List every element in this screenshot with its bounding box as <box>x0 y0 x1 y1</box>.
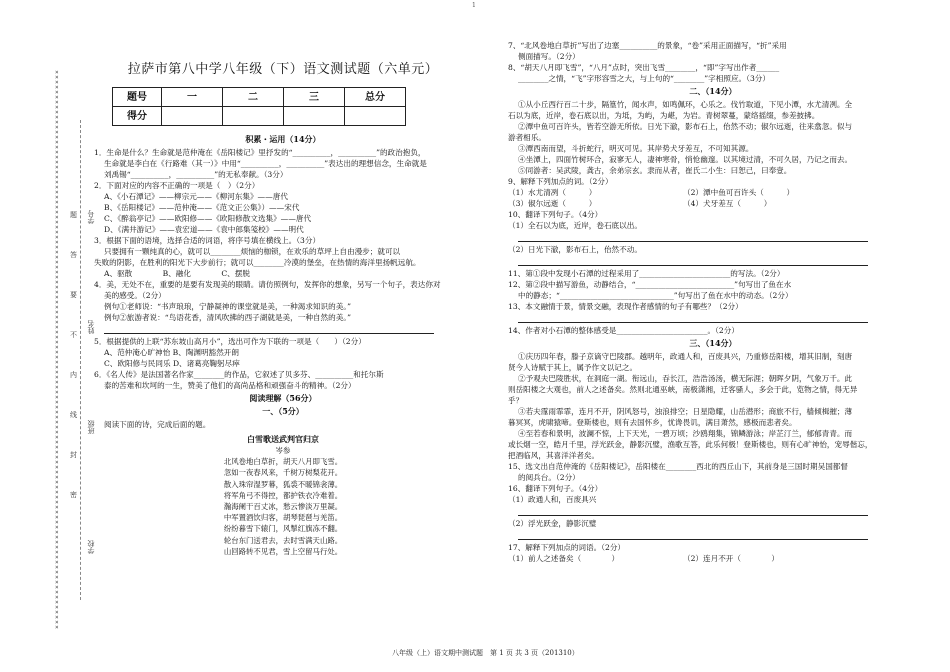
seal-char: 要 <box>70 291 77 299</box>
question-text: 美的感受。（2分） <box>104 291 166 300</box>
passage-text: ④坐潭上，四面竹树环合，寂寥无人，凄神寒骨，悄怆幽邃。以其境过清，不可久居，乃记之而去。 <box>518 155 853 164</box>
score-input-cell[interactable] <box>345 107 406 126</box>
sentence-text: （2）日光下澈，影布石上，佁然不动。 <box>508 245 642 254</box>
subsection-heading: 二、（14分） <box>689 86 737 96</box>
score-header-cell: 一 <box>162 88 223 107</box>
poem-author: 岑参 <box>275 446 291 455</box>
score-header-cell: 三 <box>284 88 345 107</box>
option-text: （3）俶尔远逝（ ） <box>508 199 597 208</box>
right-column <box>508 40 918 564</box>
margin-label-school: 学校 <box>87 540 95 554</box>
question-text: 15、选文出自范仲淹的《岳阳楼记》，岳阳楼在________西北的西丘山下，其前身是三国时期吴国都督 <box>508 462 848 471</box>
section-heading: 阅读理解（56分） <box>249 393 317 403</box>
score-header-cell: 题号 <box>113 88 162 107</box>
answer-line[interactable] <box>104 323 434 334</box>
question-text: 泰的苦难和坎坷的一生，赞美了他们的高尚品格和顽强奋斗的精神。（2分） <box>104 381 356 390</box>
question-text: ________之情，“飞”字形容雪之大，与上句的“________”字相照应。（3分） <box>518 74 770 83</box>
poem-line: 瀚海阑干百丈冰，愁云惨淡万里凝。 <box>223 502 343 512</box>
poem-line: 忽如一夜春风来，千树万树梨花开。 <box>223 468 343 478</box>
option-text: A、驱散 B、融化 C、摆脱 <box>104 269 250 278</box>
poem-line: 中军置酒饮归客，胡琴琵琶与羌笛。 <box>223 513 343 523</box>
question-text: 6．《名人传》是法国著名作家________的作品，它叙述了贝多芬、__________和托尔斯 <box>94 370 384 379</box>
question-text: 2．下面对应的内容不正确的一项是（ ）（2分） <box>94 181 260 190</box>
question-text: 刘禹锡“__________，__________”的无私奉献。（3分） <box>104 170 288 179</box>
example-text: 例句②旅游者说：“鸟语花香，清风吹拂的西子湖就是美，一种自然的美。” <box>104 313 351 322</box>
option-text: （2）连月不开（ ） <box>683 554 779 563</box>
question-text: 3．根据下面的语境，选择合适的词语，将序号填在横线上。（3分） <box>94 236 321 245</box>
passage-text: 失败的阴影，在胜利的阳光下大步前行；就可以________冷漠的堡垒，在热情的海洋里扬帆远航。 <box>94 258 421 267</box>
example-text: 例句①老师说：“书声琅琅，宁静凝神的课堂就是美，一种渴求知识的美。” <box>104 302 351 311</box>
answer-line[interactable] <box>518 231 868 242</box>
left-column <box>94 50 472 557</box>
passage-text: ②潭中鱼可百许头，皆若空游无所依。日光下澈，影布石上，佁然不动；俶尔远逝，往来翕忽。似与 <box>518 122 853 131</box>
passage-text: 则岳阳楼之大观也，前人之述备矣。然则北通巫峡，南极潇湘，迁客骚人，多会于此，览物之情，得无异 <box>508 385 858 394</box>
seal-char: 线 <box>70 411 77 419</box>
passage-text: 石以为底，近岸，卷石底以出，为坻，为屿，为嵁，为岩。青树翠蔓，蒙络摇缀，参差披拂。 <box>508 111 820 120</box>
passage-text: ①从小丘西行百二十步，隔篁竹，闻水声，如鸣佩环，心乐之。伐竹取道，下见小潭，水尤清冽。全 <box>518 100 853 109</box>
score-input-cell[interactable] <box>223 107 284 126</box>
subsection-heading: 三、（14分） <box>689 338 737 348</box>
reading-intro: 阅读下面的诗，完成后面的题。 <box>104 420 211 429</box>
seal-char: 不 <box>70 331 77 339</box>
seal-char: 题 <box>70 211 77 219</box>
question-text: 13、本文融情于景，情景交融，表现作者感情的句子有哪些？（2分） <box>508 302 743 311</box>
passage-text: 暮冥冥，虎啸猿啼。登斯楼也，则有去国怀乡，忧谗畏讥，满目萧然，感极而悲者矣。 <box>508 418 797 427</box>
poem-line: 纷纷暮雪下辕门，风掣红旗冻不翻。 <box>223 524 343 534</box>
passage-text: 只要拥有一颗纯真的心，就可以________烦恼的枷锁，在欢乐的草坪上自由漫步；就可以 <box>104 247 401 256</box>
poem-line: 将军角弓不得控，都护铁衣冷难着。 <box>223 490 343 500</box>
question-text: 1．生命是什么？生命就是范仲淹在《岳阳楼记》里抒发的“__________，__________”的政治抱负， <box>94 148 426 157</box>
passage-text: ⑤同游者：吴武陵，龚古，余弟宗玄。隶而从者，崔氏二小生：曰恕己，曰奉壹。 <box>518 166 792 175</box>
poem-title: 白雪歌送武判官归京 <box>247 434 319 444</box>
option-text: C、欧阳修与民同乐 D、诸葛亮鞠躬尽瘁 <box>104 359 240 368</box>
score-label-cell: 得分 <box>113 107 162 126</box>
poem-line: 散入珠帘湿罗幕，狐裘不暖锦衾薄。 <box>223 479 343 489</box>
poem-line: 北风卷地白草折，胡天八月即飞雪。 <box>223 457 343 467</box>
sentence-text: （2）浮光跃金，静影沉璧 <box>508 519 597 528</box>
question-text: 生命就是李白在《行路难（其一）》中用“__________，__________”表达出的理想信念，生命就是 <box>104 159 427 168</box>
question-text: 中的静态；“______________________________”句写出了鱼在水中的动态。（2分） <box>518 291 793 300</box>
question-text: 8、“胡天八月即飞雪”，“八月”点时，突出飞雪________，“即”字写出作者______ <box>508 63 780 72</box>
passage-text: ③潭西南而望，斗折蛇行，明灭可见。其岸势犬牙差互，不可知其源。 <box>518 144 754 153</box>
question-text: 7、“北风卷地白草折”写出了边塞__________的景象，“卷”采用正面描写，“折”采用 <box>508 41 787 50</box>
passage-text: ④至若春和景明，波澜不惊，上下天光，一碧万顷；沙鸥翔集，锦鳞游泳；岸芷汀兰，郁郁青青。而 <box>518 429 853 438</box>
question-text: 5．根据提供的上联“苏东坡山高月小”，选出可作为下联的一项是（ ）（2分） <box>94 337 366 346</box>
question-text: 4．美，无处不在，重要的是要有发现美的眼睛。请仿照例句，发挥你的想象，另写一个句子，表达你对 <box>94 280 441 289</box>
score-input-cell[interactable] <box>162 107 223 126</box>
question-text: 12、第②段中描写游鱼，动静结合，“__________________________”句写出了鱼在水 <box>508 280 792 289</box>
seal-char: 封 <box>70 451 77 459</box>
poem-line: 轮台东门送君去，去时雪满天山路。 <box>223 535 343 545</box>
question-text: 10、翻译下列句子。（4分） <box>508 210 603 219</box>
section-heading: 积累・运用（14分） <box>245 134 321 144</box>
answer-line[interactable] <box>518 312 868 323</box>
option-row <box>508 553 918 564</box>
passage-text: 游者相乐。 <box>508 133 546 142</box>
option-text: （1）水尤清冽（ ） <box>508 188 597 197</box>
answer-line[interactable] <box>518 505 868 516</box>
passage-text: ③若夫霪雨霏霏，连月不开，阴风怒号，浊浪排空；日星隐耀，山岳潜形；商旅不行，樯倾楫摧；薄 <box>518 407 853 416</box>
sentence-text: （1）政通人和，百废具兴 <box>508 495 597 504</box>
sentence-text: （1）全石以为底，近岸，卷石底以出。 <box>508 221 642 230</box>
seal-x-line: ×××××××××××××××××××××××××××××××××××××××××××××××××××××××××××××××××××××××××××××××××××××××××××××××××××××××××××××××× <box>55 70 59 630</box>
option-row <box>508 187 918 198</box>
question-text: 16、翻译下列句子。（4分） <box>508 484 603 493</box>
option-text: （4）犬牙差互（ ） <box>683 199 772 208</box>
margin-label-name: 姓名 <box>87 320 95 334</box>
question-text: 17、解释下列加点的词语。（2分） <box>508 543 626 552</box>
passage-text: 把酒临风，其喜洋洋者矣。 <box>508 451 600 460</box>
exam-title: 拉萨市第八中学八年级（下）语文测试题（六单元） <box>127 62 439 77</box>
margin-label-class: 班级 <box>87 420 95 434</box>
passage-text: 或长烟一空，皓月千里，浮光跃金，静影沉璧，渔歌互答，此乐何极！登斯楼也，则有心旷神怡，宠辱偕忘， <box>508 440 873 449</box>
margin-label-student-id: 学号 <box>87 210 95 224</box>
page-top-number: 1 <box>472 2 476 9</box>
page-footer: 八年级（上）语文期中测试题 第 1 页 共 3 页（201310） <box>392 649 579 657</box>
question-text: 的阅兵台。（2分） <box>518 473 580 482</box>
option-text: A、《小石潭记》——柳宗元——《柳河东集》——唐代 <box>104 192 288 201</box>
seal-char: 内 <box>70 371 77 379</box>
question-text: 11、第①段中发现小石潭的过程采用了________________________的写法。（2分） <box>508 269 785 278</box>
answer-line[interactable] <box>518 255 868 266</box>
poem-line: 山回路转不见君，雪上空留马行处。 <box>223 546 343 556</box>
option-text: C、《醉翁亭记》——欧阳修——《欧阳修散文选集》——唐代 <box>104 214 312 223</box>
subsection-heading: 一、（5分） <box>262 406 304 416</box>
score-header-cell: 二 <box>223 88 284 107</box>
question-text: 侧面描写。（2分） <box>518 52 580 61</box>
question-text: 14、作者对小石潭的整体感受是________________________。（2分） <box>508 326 739 335</box>
option-row <box>508 198 918 209</box>
option-text: （1）前人之述备矣（ ） <box>508 554 620 563</box>
option-text: A、范仲淹心旷神怡 B、陶渊明豁然开朗 <box>104 348 239 357</box>
passage-text: 乎？ <box>508 396 524 405</box>
score-header-cell: 总分 <box>345 88 406 107</box>
passage-text: ②予观夫巴陵胜状，在洞庭一湖。衔远山，吞长江，浩浩汤汤，横无际涯；朝晖夕阴，气象万千。此 <box>518 374 853 383</box>
answer-line[interactable] <box>518 529 868 540</box>
passage-text: ①庆历四年春，滕子京谪守巴陵郡。越明年，政通人和，百废具兴，乃重修岳阳楼，增其旧制，刻唐 <box>518 352 853 361</box>
option-text: B、《岳阳楼记》——范仲淹——《范文正公集》）——宋代 <box>104 203 300 212</box>
poem-body <box>94 456 472 557</box>
seal-char: 密 <box>70 491 77 499</box>
question-text: 9、解释下列加点的词。（2分） <box>508 177 613 186</box>
seal-dash-line <box>80 120 81 600</box>
score-input-cell[interactable] <box>284 107 345 126</box>
option-text: （2）潭中鱼可百许头（ ） <box>683 188 795 197</box>
passage-text: 贤今人诗赋于其上，属予作文以记之。 <box>508 363 638 372</box>
score-table <box>112 87 406 126</box>
seal-char: 答 <box>70 251 77 259</box>
option-text: D、《满井游记》——袁宏道——《袁中郎集笺校》——明代 <box>104 225 304 234</box>
